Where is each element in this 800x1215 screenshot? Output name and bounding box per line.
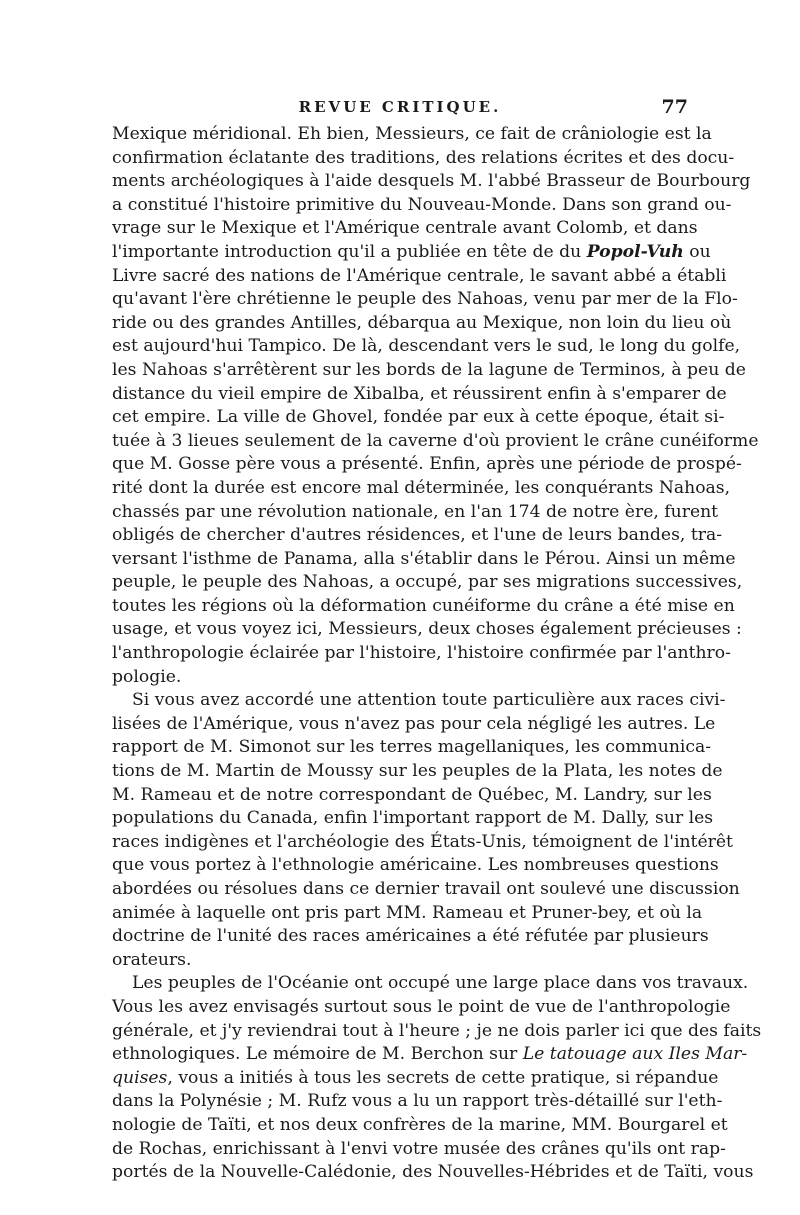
line-text: dans la Polynésie ; M. Rufz vous a lu un rapport très-détaillé sur l'eth- [112, 1091, 723, 1112]
text-line [112, 453, 742, 477]
text-line [112, 406, 725, 430]
line-text: Livre sacré des nations de l'Amérique centrale, le savant abbé a établi [112, 265, 727, 286]
line-text: peuple, le peuple des Nahoas, a occupé, par ses migrations successives, [112, 572, 743, 593]
line-text: Vous les avez envisagés surtout sous le point de vue de l'anthropologie [112, 996, 731, 1017]
text-line [112, 1043, 748, 1067]
text-line [112, 265, 727, 289]
text-line [112, 878, 740, 902]
body-text [112, 123, 762, 1185]
line-text: Les peuples de l'Océanie ont occupé une large place dans vos travaux. [132, 973, 749, 994]
line-text: rité dont la durée est encore mal déterminée, les conquérants Nahoas, [112, 477, 731, 498]
line-text: l'importante introduction qu'il a publiée en tête de du [112, 241, 587, 262]
line-text: portés de la Nouvelle-Calédonie, des Nouvelles-Hébrides et de Taïti, vous [112, 1162, 754, 1183]
text-line [112, 335, 741, 359]
book-title-italic: Popol-Vuh [586, 241, 684, 262]
text-line [112, 713, 716, 737]
line-text: rapport de M. Simonot sur les terres magellaniques, les communica- [112, 737, 712, 758]
line-text: races indigènes et l'archéologie des États-Unis, témoignent de l'intérêt [112, 831, 733, 852]
text-line [112, 1090, 723, 1114]
line-text: est aujourd'hui Tampico. De là, descendant vers le sud, le long du golfe, [112, 336, 741, 357]
text-line [112, 1138, 726, 1162]
page-number: 77 [661, 96, 688, 118]
line-text-after: , vous a initiés à tous les secrets de cette pratique, si répandue [167, 1067, 719, 1088]
text-line [112, 854, 719, 878]
text-line [112, 925, 709, 949]
text-line [112, 1161, 754, 1185]
line-text: tions de M. Martin de Moussy sur les peuples de la Plata, les notes de [112, 761, 723, 782]
line-text: nologie de Taïti, et nos deux confrères de la marine, MM. Bourgarel et [112, 1114, 728, 1135]
text-line [112, 902, 703, 926]
line-text: doctrine de l'unité des races américaines a été réfutée par plusieurs [112, 926, 709, 947]
text-line [112, 548, 736, 572]
line-text: obligés de chercher d'autres résidences, et l'une de leurs bandes, tra- [112, 525, 723, 546]
text-line [112, 949, 687, 973]
text-line [112, 807, 714, 831]
line-text: animée à laquelle ont pris part MM. Rameau et Pruner-bey, et où la [112, 902, 703, 923]
text-line [112, 831, 733, 855]
line-text: Mexique méridional. Eh bien, Messieurs, ce fait de crâniologie est la [112, 124, 712, 144]
line-text: cet empire. La ville de Ghovel, fondée par eux à cette époque, était si- [112, 407, 725, 428]
text-line [112, 642, 731, 666]
text-line [112, 972, 749, 996]
text-line [112, 241, 711, 265]
text-line [112, 1020, 762, 1044]
text-line [112, 784, 712, 808]
line-text: confirmation éclatante des traditions, des relations écrites et des docu- [112, 147, 735, 168]
text-line [112, 312, 732, 336]
line-text: ments archéologiques à l'aide desquels M. l'abbé Brasseur de Bourbourg [112, 171, 751, 192]
line-text: lisées de l'Amérique, vous n'avez pas pour cela négligé les autres. Le [112, 713, 716, 734]
line-text: pologie. [112, 666, 182, 687]
line-text: qu'avant l'ère chrétienne le peuple des Nahoas, venu par mer de la Flo- [112, 289, 738, 310]
line-text: ride ou des grandes Antilles, débarqua au Mexique, non loin du lieu où [112, 312, 732, 333]
running-title: REVUE CRITIQUE. [298, 98, 502, 116]
text-line [112, 477, 731, 501]
memoir-title-italic: quises [112, 1067, 168, 1088]
text-line [112, 736, 712, 760]
line-text: chassés par une révolution nationale, en l'an 174 de notre ère, furent [112, 501, 719, 522]
text-line [112, 147, 735, 171]
text-line [112, 170, 751, 194]
text-line [112, 595, 735, 619]
text-line [112, 666, 687, 690]
line-text: abordées ou résolues dans ce dernier travail ont soulevé une discussion [112, 879, 740, 899]
line-text: que vous portez à l'ethnologie américaine. Les nombreuses questions [112, 855, 719, 876]
text-line [112, 689, 726, 713]
text-line [112, 524, 723, 548]
line-text: ethnologiques. Le mémoire de M. Berchon sur [112, 1044, 523, 1065]
memoir-title-italic: Le tatouage aux Iles Mar- [522, 1044, 748, 1065]
text-line [112, 359, 746, 383]
line-text: usage, et vous voyez ici, Messieurs, deux choses également précieuses : [112, 619, 742, 640]
text-line [112, 571, 743, 595]
line-text: distance du vieil empire de Xibalba, et réussirent enfin à s'emparer de [112, 383, 727, 404]
text-line [112, 123, 712, 147]
line-text: l'anthropologie éclairée par l'histoire, l'histoire confirmée par l'anthro- [112, 643, 731, 664]
text-line [112, 1114, 728, 1138]
text-line [112, 430, 759, 454]
line-text: populations du Canada, enfin l'important rapport de M. Dally, sur les [112, 808, 714, 829]
line-text: tuée à 3 lieues seulement de la caverne d'où provient le crâne cunéiforme [112, 430, 759, 451]
line-text: que M. Gosse père vous a présenté. Enfin, après une période de prospé- [112, 454, 742, 475]
text-line [112, 194, 732, 218]
text-line [112, 1067, 719, 1091]
line-text: toutes les régions où la déformation cunéiforme du crâne a été mise en [112, 595, 735, 616]
line-text: a constitué l'histoire primitive du Nouveau-Monde. Dans son grand ou- [112, 194, 732, 215]
line-text: M. Rameau et de notre correspondant de Québec, M. Landry, sur les [112, 784, 712, 805]
line-text: versant l'isthme de Panama, alla s'établir dans le Pérou. Ainsi un même [112, 548, 736, 569]
text-line [112, 618, 742, 642]
text-line [112, 288, 738, 312]
line-text: les Nahoas s'arrêtèrent sur les bords de la lagune de Terminos, à peu de [112, 359, 746, 380]
line-text: orateurs. [112, 949, 192, 970]
text-line [112, 501, 719, 525]
text-line [112, 383, 727, 407]
line-text-after: ou [683, 241, 711, 262]
text-line [112, 996, 731, 1020]
running-head [112, 98, 688, 120]
line-text: générale, et j'y reviendrai tout à l'heure ; je ne dois parler ici que des faits [112, 1020, 762, 1041]
text-line [112, 217, 698, 241]
line-text: vrage sur le Mexique et l'Amérique centrale avant Colomb, et dans [112, 218, 698, 239]
text-line [112, 760, 723, 784]
line-text: de Rochas, enrichissant à l'envi votre musée des crânes qu'ils ont rap- [112, 1138, 726, 1159]
line-text: Si vous avez accordé une attention toute particulière aux races civi- [132, 690, 726, 711]
